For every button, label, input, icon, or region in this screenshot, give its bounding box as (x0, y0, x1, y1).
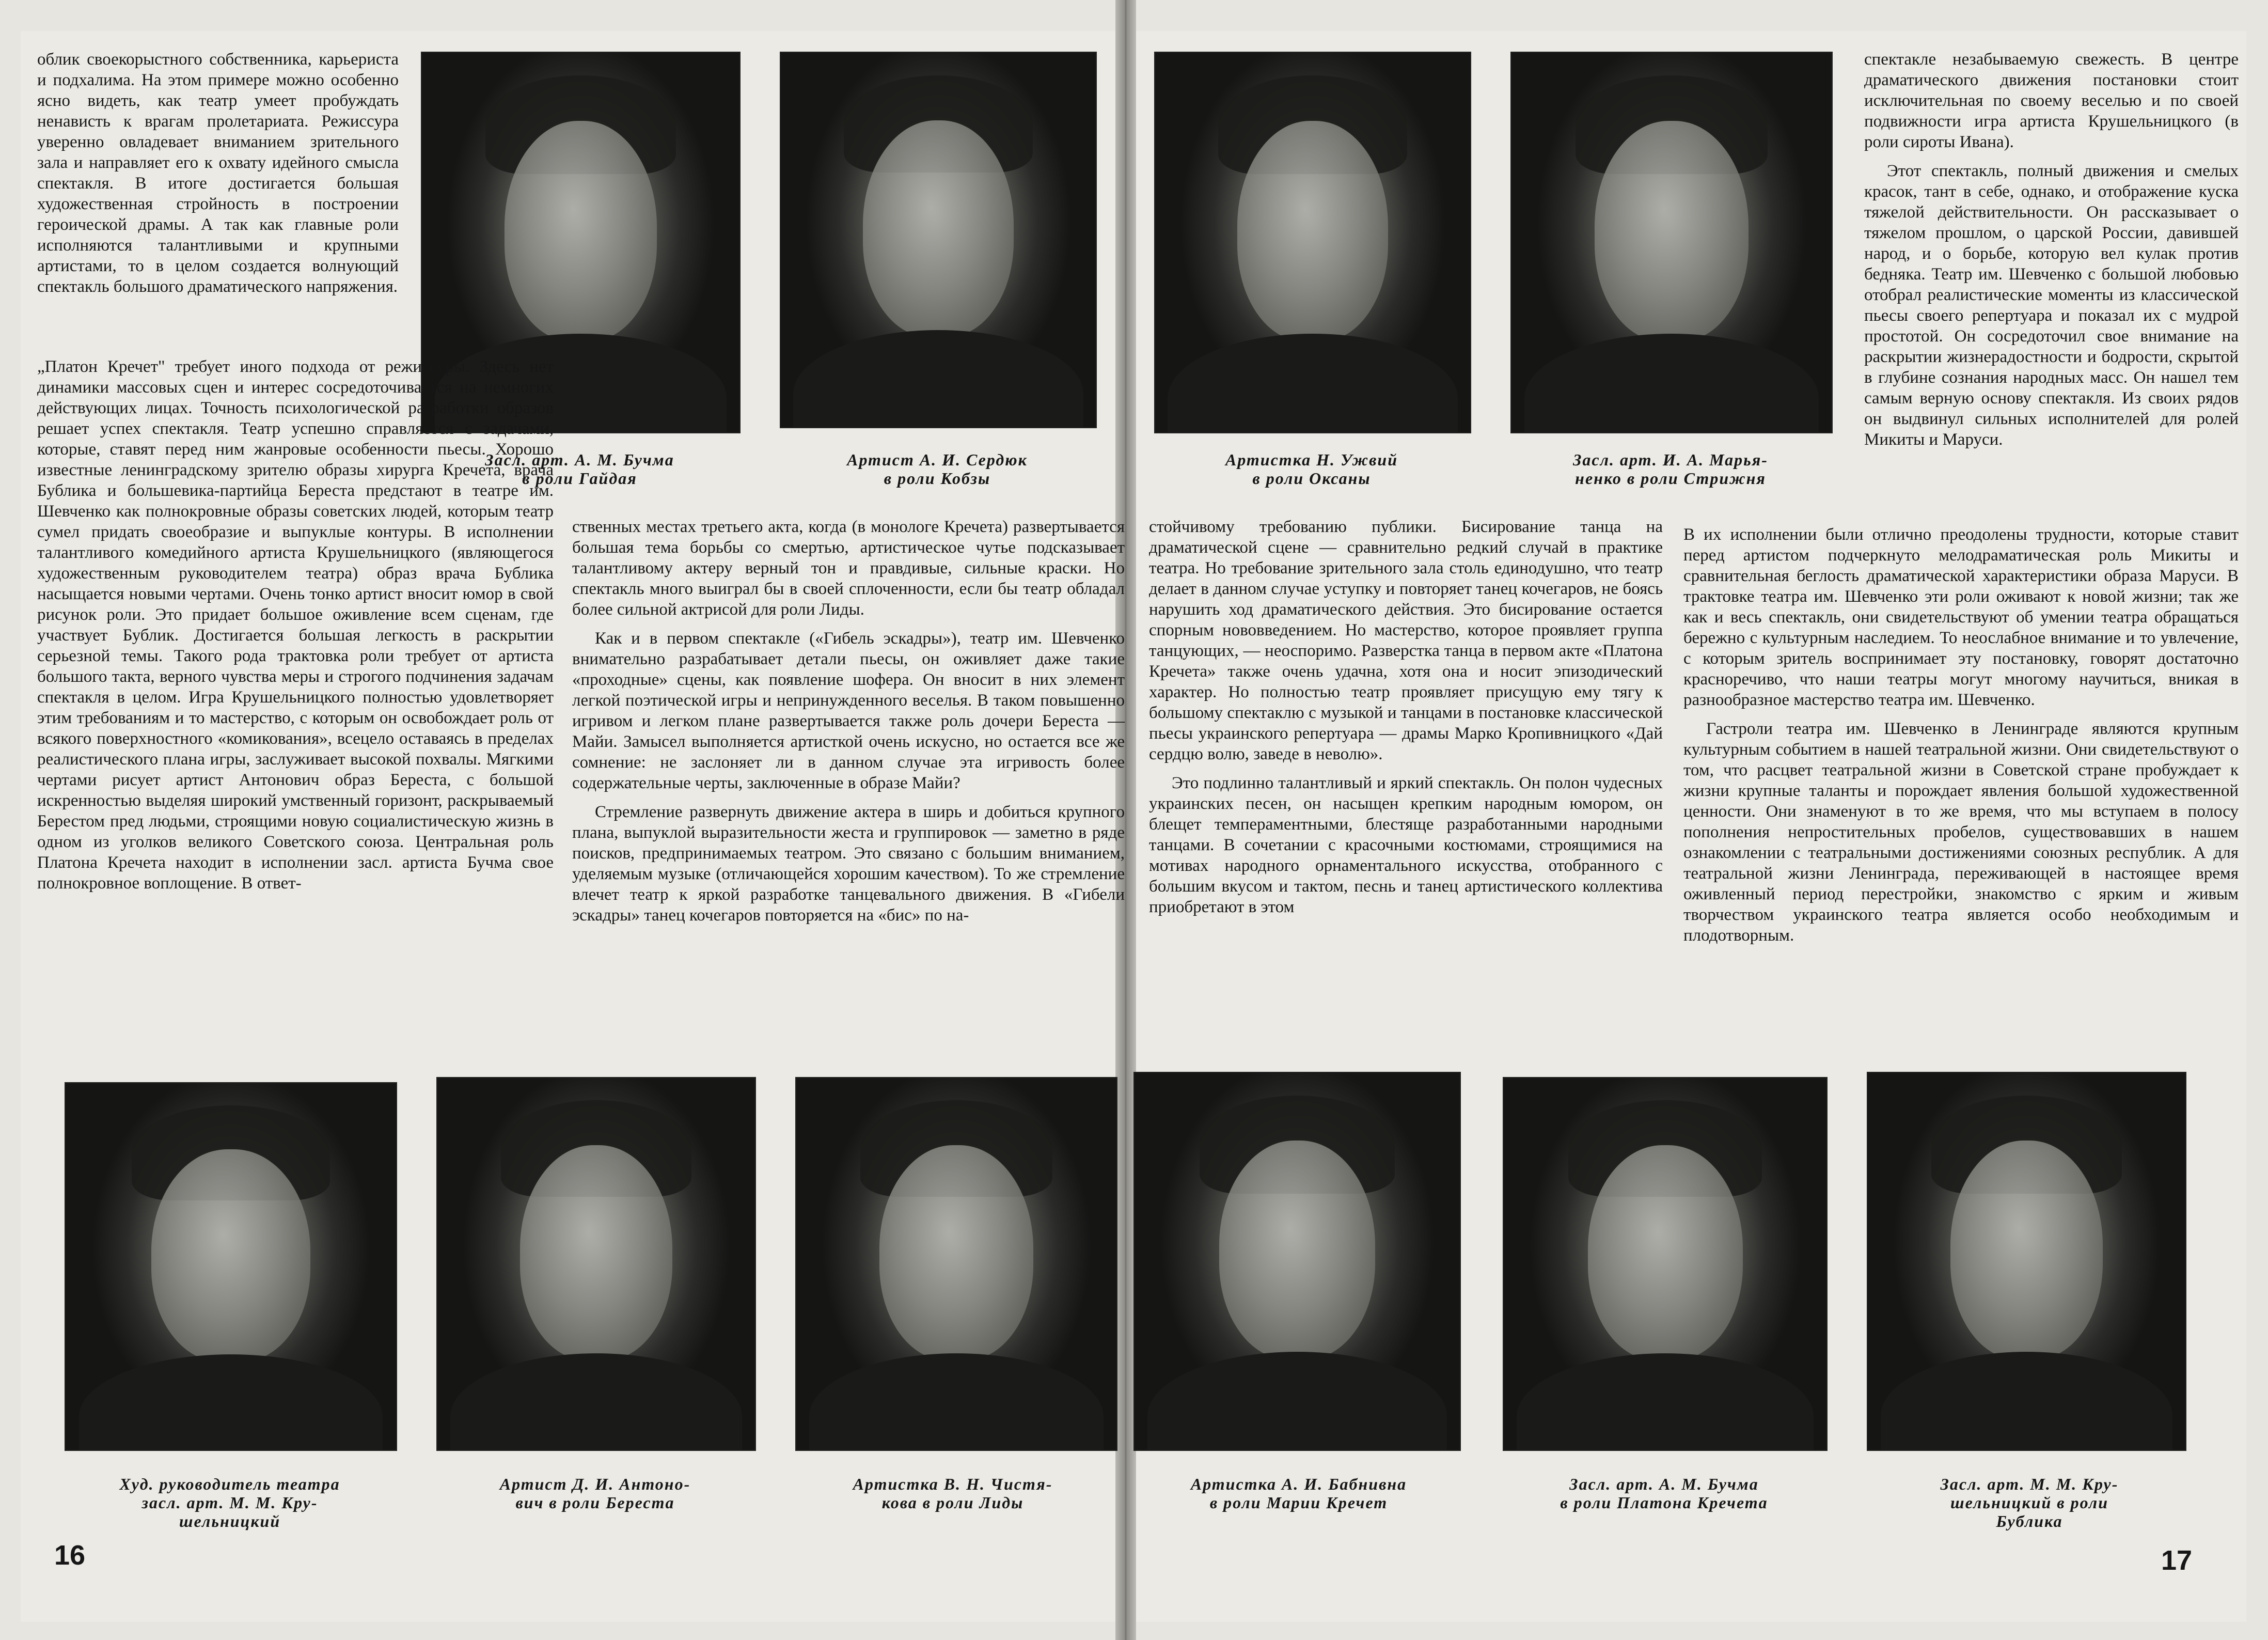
photo-detail (1950, 1141, 2103, 1359)
photo-detail (1219, 1141, 1375, 1359)
photo-detail (1147, 1352, 1447, 1451)
caption-line: Артистка Н. Ужвий (1225, 450, 1398, 469)
photo-detail (520, 1145, 672, 1361)
photo-detail (1168, 334, 1457, 433)
paragraph: ственных местах третьего акта, когда (в монологе Кречета) развертывается большая тема борьбы со смертью, артистическое чутье подсказывает талантливому актеру верный тон и правдивые, сильные краски. Но спектакль много выиграл бы в своей сплоченности, если бы театр обладал более сильной актрисой для роли Лиды. (572, 518, 1125, 619)
caption-line: в роли Марии Кречет (1209, 1493, 1388, 1512)
caption-line: ненко в роли Стрижня (1575, 469, 1766, 488)
right-end-column (1683, 524, 2239, 954)
caption-line: Засл. арт. М. М. Кру- (1940, 1475, 2119, 1493)
photo-detail (79, 1354, 383, 1451)
photo-babnivna-maria (1133, 1072, 1461, 1451)
photo-detail (1524, 334, 1819, 433)
caption-line: в роли Кобзы (884, 469, 991, 488)
left-intro-column (37, 49, 399, 305)
caption-line: Засл. арт. А. М. Бучма (1569, 1475, 1759, 1493)
caption-bottom-5 (1498, 1475, 1831, 1512)
photo-detail (1517, 1353, 1814, 1451)
photo-antonovich-berest (436, 1077, 756, 1451)
photo-buchma-krechet (1503, 1077, 1828, 1451)
photo-detail (863, 120, 1014, 338)
photo-detail (151, 1149, 310, 1362)
photo-detail (879, 1145, 1033, 1361)
paragraph: Это подлинно талантливый и яркий спектакль. Он полон чудесных украинских песен, он насыщен крепким народным юмором, он блещет темпераментными, блестяще разработанными народными танцами. В сочетании с красочными костюмами, строящимися на мотивах народного орнаментального искусства, отобранного с большим вкусом и тактом, песнь и танец артистического коллектива приобретают в этом (1149, 774, 1663, 916)
left-column-continued (37, 356, 554, 902)
caption-line: Бублика (1996, 1512, 2063, 1530)
caption-photo-3 (1154, 450, 1469, 488)
caption-line: Худ. руководитель театра (119, 1475, 340, 1493)
photo-detail (1881, 1352, 2173, 1451)
photo-detail (450, 1353, 743, 1451)
caption-line: засл. арт. М. М. Кру- (141, 1493, 318, 1512)
caption-line: шельницкий в роли (1950, 1493, 2108, 1512)
paragraph: Как и в первом спектакле («Гибель эскадры»), театр им. Шевченко внимательно разрабатывает детали пьесы, он оживляет даже такие «проходные» сцены, как появление шофера. Он вносит в них элемент легкой поэтической игры и непринужденного веселья. В таком повышенно игривом и легком плане развертывается также роль дочери Береста — Майи. Замысел выполняется артисткой очень искусно, но остается все же сомнение: не заслоняет ли в данном случае эта игривость более содержательные черты, заключенные в образе Майи? (572, 629, 1125, 792)
caption-bottom-1 (54, 1475, 405, 1530)
caption-line: Артист А. И. Сердюк (847, 450, 1028, 469)
caption-bottom-4 (1128, 1475, 1469, 1512)
photo-detail (505, 121, 657, 341)
photo-detail (1595, 121, 1749, 341)
paragraph: Гастроли театра им. Шевченко в Ленинграде являются крупным культурным событием в нашей театральной жизни. Они свидетельствуют о том, что расцвет театральной жизни в Советской стране пробуждает к жизни крупные таланты и порождает явления большой художественной ценности. Они знаменуют в то же время, что мы вступаем в полосу пополнения непростительных пробелов, существовавших в нашем ознакомлении с театральными достижениями союзных республик. А для театральной жизни Ленинграда, переживающей в настоящее время оживленный период перестройки, знакомство с ярким и живым творчеством украинского театра является особо необходимым и плодотворным. (1683, 720, 2239, 945)
caption-line: Засл. арт. А. М. Бучма (485, 450, 674, 469)
caption-line: Артистка А. И. Бабнивна (1190, 1475, 1407, 1493)
caption-line: в роли Оксаны (1252, 469, 1371, 488)
caption-line: вич в роли Береста (515, 1493, 675, 1512)
photo-detail (1237, 121, 1389, 341)
page-number-left: 16 (54, 1540, 86, 1571)
paragraph: спектакле незабываемую свежесть. В центре драматического движения постановки стоит исключительная по своему веселью и по своей подвижности игра артиста Крушельницкого (в роли сироты Ивана). (1864, 50, 2239, 151)
caption-bottom-3 (788, 1475, 1118, 1512)
photo-detail (1588, 1145, 1743, 1361)
paragraph: облик своекорыстного собственника, карьериста и подхалима. На этом примере можно особенно ясно видеть, как театр умеет пробуждать ненависть к врагам пролетариата. Режиссура уверенно овладевает вниманием зрительного зала и направляет его к охвату идейного смысла спектакля. В итоге достигается большая художественная стройность в построении героической драмы. А так как главные роли исполняются талантливыми и крупными артистами, то в целом создается волнующий спектакль большого драматического напряжения. (37, 50, 399, 296)
photo-uzhviy-oksana (1154, 52, 1471, 433)
photo-krushelnitsky-bublik (1867, 1072, 2186, 1451)
caption-bottom-2 (436, 1475, 754, 1512)
caption-line: в роли Платона Кречета (1560, 1493, 1768, 1512)
caption-line: в роли Гайдая (522, 469, 637, 488)
caption-line: Засл. арт. И. А. Марья- (1573, 450, 1768, 469)
paragraph: Этот спектакль, полный движения и смелых красок, тант в себе, однако, и отображение куска тяжелой действительности. Он рассказывает о тяжелом прошлом, о царской России, давившей народ, и о борьбе, которую вел кулак против бедняка. Театр им. Шевченко с большой любовью отобрал реалистические моменты из классической пьесы своего репертуара и показал их с мудрой простотой. Он сосредоточил свое внимание на раскрытии жизнерадостности и бодрости, скрытой в глубине сознания народных масс. Он нашел тем самым верную основу спектакля. Из своих рядов он выдвинул сильных исполнителей для ролей Микиты и Маруси. (1864, 162, 2239, 449)
right-middle-column (1149, 517, 1663, 926)
caption-line: кова в роли Лиды (881, 1493, 1024, 1512)
caption-photo-4 (1510, 450, 1831, 488)
caption-line: Артистка В. Н. Чистя- (853, 1475, 1053, 1493)
page-number-right: 17 (2161, 1545, 2193, 1576)
caption-bottom-6 (1859, 1475, 2200, 1530)
photo-detail (809, 1353, 1104, 1451)
photo-serdyuk-kobza (780, 52, 1097, 428)
caption-line: Артист Д. И. Антоно- (499, 1475, 691, 1493)
photo-chistyakova-lida (795, 1077, 1117, 1451)
photo-detail (793, 330, 1083, 429)
photo-krushelnitsky-director (65, 1082, 397, 1451)
left-middle-column (572, 517, 1125, 934)
photo-maryanenko-strizhen (1510, 52, 1833, 433)
caption-line: шельницкий (179, 1512, 281, 1530)
paragraph: Стремление развернуть движение актера в ширь и добиться крупного плана, выпуклой выразительности жеста и группировок — заметно в ряде поисков, предпринимаемых театром. Это связано с большим вниманием, уделяемым музыке (отличающейся хорошим качеством). То же стремление влечет театр к яркой разработке танцевального движения. В «Гибели эскадры» танец кочегаров повторяется на «бис» по на- (572, 803, 1125, 925)
paragraph: В их исполнении были отлично преодолены трудности, которые ставит перед артистом подчеркнуто мелодраматическая роль Микиты и сравнительная беглость драматической характеристики образа Маруси. В трактовке театра им. Шевченко эти роли оживают к новой жизни; так же как и весь спектакль, они свидетельствуют об умении театра обращаться бережно с культурным наследием. То неослабное внимание и то увлечение, с которым зритель воспринимает эту постановку, говорят достаточно красноречиво, что наши театры могут многому научиться, вникая в разнообразное мастерство театра им. Шевченко. (1683, 525, 2239, 709)
caption-photo-2 (780, 450, 1095, 488)
paragraph: „Платон Кречет" требует иного подхода от режиссуры. Здесь нет динамики массовых сцен и интерес сосредоточивается на немногих действующих лицах. Точность психологической разработки образов решает успех спектакля. Театр успешно справляется с задачами, которые, ставят перед ним жанровые особенности пьесы. Хорошо известные ленинградскому зрителю образы хирурга Кречета, врача Бублика и большевика-партийца Береста предстают в театре им. Шевченко как полнокровные образы советских людей, которым театр сумел придать своеобразие и выпуклые контуры. В исполнении талантливого комедийного артиста Крушельницкого (являющегося художественным руководителем театра) образ врача Бублика насыщается новыми чертами. Очень тонко артист вносит юмор в свой рисунок роли. Это придает большое оживление всем сценам, где участвует Бублик. Достигается большая легкость в раскрытии серьезной темы. Такого рода трактовка роли требует от артиста большого такта, верного чувства меры и строгого подчинения задачам спектакля в целом. Игра Крушельницкого полностью удовлетворяет этим требованиям и то мастерство, с которым он освобождает роль от всякого поверхностного «комикования», всецело оставаясь в пределах реалистического плана игры, заслуживает высокой похвалы. Мягкими чертами рисует артист Антонович образ Береста, с большой искренностью выделяя широкий умственный горизонт, раскрываемый Берестом пред людьми, строящими новую социалистическую жизнь в одном из уголков великого Советского союза. Центральная роль Платона Кречета находит в исполнении засл. артиста Бучма свое полнокровное воплощение. В ответ- (37, 357, 554, 893)
right-top-column (1864, 49, 2239, 458)
paragraph: стойчивому требованию публики. Бисирование танца на драматической сцене — сравнительно редкий случай в практике театра. Но требование зрительного зала столь единодушно, что театр делает в данном случае уступку и повторяет танец кочегаров, не боясь нарушить ход драматического действия. Это бисирование остается спорным нововведением. Но мастерство, которое проявляет группа танцующих, — неоспоримо. Разверстка танца в первом акте «Платона Кречета» также очень удачна, хотя она и носит эпизодический характер. Но полностью театр проявляет присущую ему тягу к большому спектаклю с музыкой и танцами в постановке классической пьесы украинского репертуара — драмы Марко Кропивницкого «Дай сердцю волю, заведе в неволю». (1149, 518, 1663, 763)
